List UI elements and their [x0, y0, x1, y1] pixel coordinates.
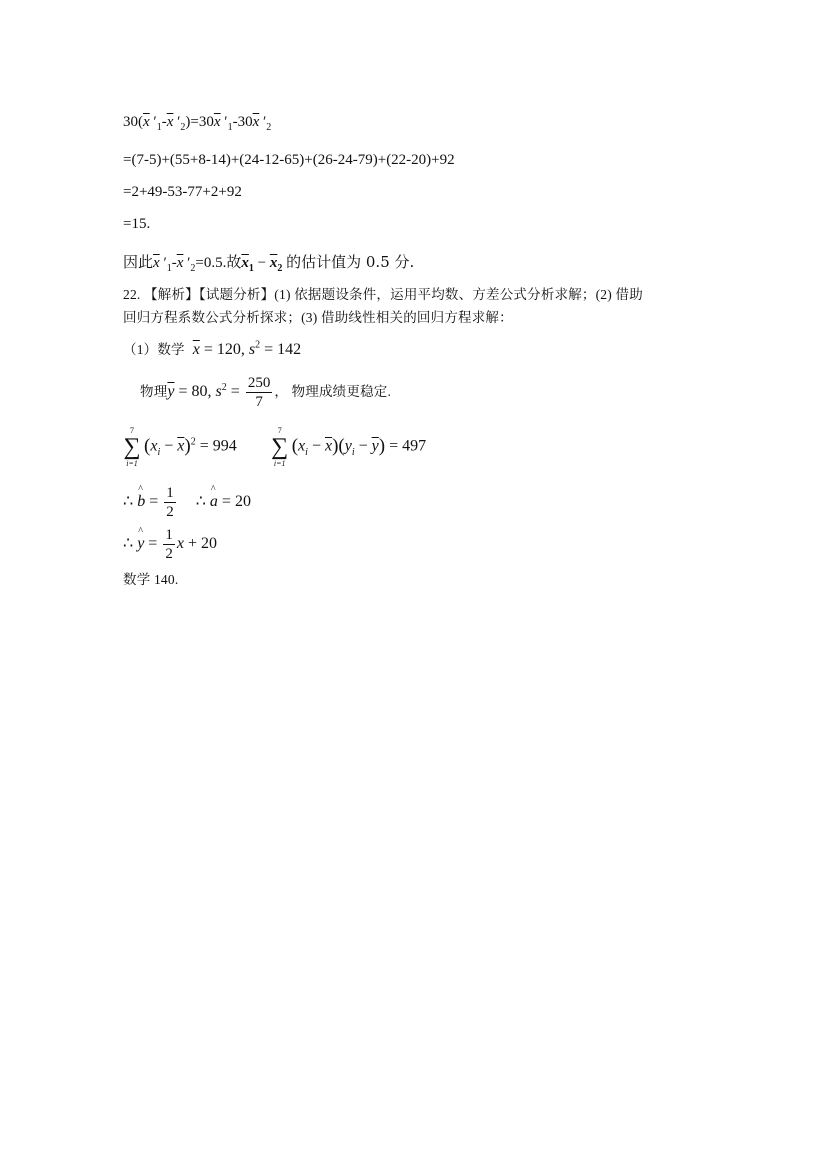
math-mean: 120 — [216, 341, 241, 358]
regression-equation: ∴ ^ y = $\frac{1}{2}$ x + 20 — [123, 526, 217, 563]
slope-fraction: $\frac{1}{2}$ — [165, 527, 173, 562]
sum-symbol-1: 7 ∑ i=1 — [123, 426, 141, 468]
a-value: 20 — [234, 493, 251, 511]
math-variance: 142 — [277, 341, 302, 358]
sum-symbol-2: 7 ∑ i=1 — [271, 426, 289, 468]
sum-sq-value: 994 — [212, 437, 237, 455]
physics-label: 物理 — [140, 384, 168, 400]
final-answer: 数学 140. — [123, 572, 179, 587]
conclusion-suffix: 的估计值为 0.5 分. — [286, 253, 415, 271]
conclusion-mid: =0.5.故 — [195, 255, 242, 271]
problem-22-continuation: 回归方程系数公式分析探求；(3) 借助线性相关的回归方程求解： — [123, 310, 513, 325]
fraction-denominator: 7 — [255, 394, 263, 410]
intercept-value: 20 — [200, 535, 217, 553]
physics-mean: 80 — [191, 383, 208, 401]
physics-conclusion: ， 物理成绩更稳定. — [274, 384, 392, 400]
b-fraction: $\frac{1}{2}$ — [166, 485, 174, 520]
conclusion-prefix: 因此 — [123, 253, 154, 271]
fraction-numerator: 250 — [247, 375, 271, 391]
math-stats-line: （1）数学 $\overline{x} = 120$, $s^2 = 142$ — [123, 339, 302, 358]
physics-stats-line: 物理$\overline{y} = 80$, $s^2$ = $\frac{250}{7}$ ， 物理成绩更稳定. — [140, 375, 392, 410]
coefficient-line: ∴ ^ b = $\frac{1}{2}$ ∴ ^ a = 20 — [123, 484, 251, 521]
equation-line-3: =2+49-53-77+2+92 — [123, 184, 242, 200]
equation-line-4: =15. — [123, 216, 151, 232]
physics-variance-fraction — [246, 374, 273, 411]
equation-line-1: $30(\overline{x}$ $'_1-\overline{x}$ $'_2)=30\overline{x}$ $'_1-30\overline{x}$ $'_2$ — [123, 114, 272, 133]
problem-22-heading: 22. 【解析】【试题分析】(1) 依据题设条件，运用平均数、方差公式分析求解；(2) 借助 — [123, 287, 643, 302]
math-label: （1）数学 — [123, 342, 185, 357]
equation-line-2: =(7-5)+(55+8-14)+(24-12-65)+(26-24-79)+(22-20)+92 — [123, 152, 455, 168]
sum-cross-value: 497 — [402, 437, 427, 455]
conclusion-line: 因此$\overline{x}$ $'_1-\overline{x}$ $'_2=0.5$.故$\overline{x}_1 - \overline{x}_2$ 的估计值为 0.5 分. — [123, 253, 415, 274]
summation-line: 7 ∑ i=1 $(x_i - \overline{x})^2 = 994$ 7 ∑ i=1 $(x_i - \overline{x})(y_i - \overline{y}) = 497$ — [123, 426, 427, 468]
